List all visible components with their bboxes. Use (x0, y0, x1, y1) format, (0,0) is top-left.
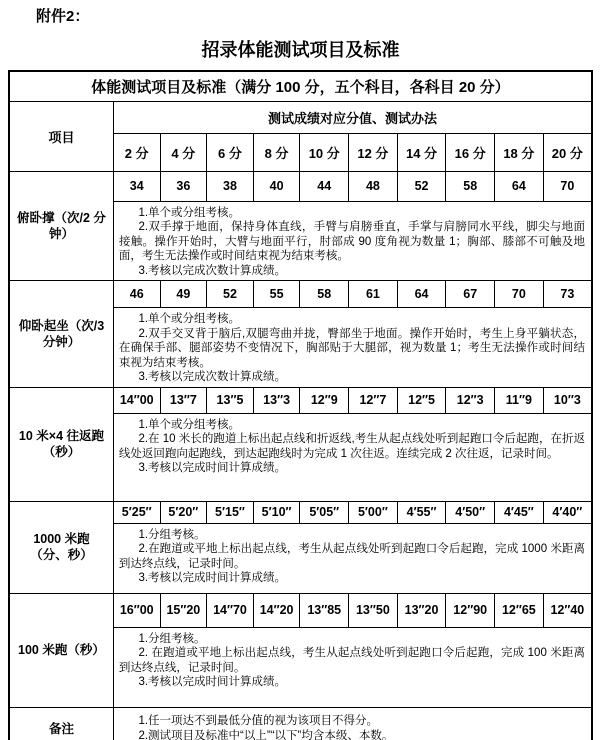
banner-row (9, 71, 592, 101)
method-step: 3.考核以完成次数计算成绩。 (138, 264, 287, 277)
score-value-cell: 13″3 (253, 387, 300, 413)
row-1000m-run-values (9, 501, 592, 523)
score-value-cell: 4′50″ (446, 501, 495, 523)
score-value-cell: 12″3 (446, 387, 495, 413)
method-step: 1.分组考核。 (138, 632, 206, 645)
score-value-cell: 12″65 (495, 593, 544, 627)
score-value-cell: 12″5 (397, 387, 446, 413)
method-shuttle-run (113, 413, 592, 501)
method-step: 1.单个或分组考核。 (138, 206, 241, 219)
score-value-cell: 14″20 (253, 593, 300, 627)
score-value-cell: 52 (397, 171, 446, 201)
score-value-cell: 5′10″ (253, 501, 300, 523)
score-value-cell: 5′00″ (349, 501, 398, 523)
method-step: 1.分组考核。 (138, 528, 206, 541)
row-remark (9, 707, 592, 740)
score-value-cell: 64 (495, 171, 544, 201)
row-label-remark: 备注 (9, 707, 113, 740)
row-100m-run-values (9, 593, 592, 627)
header-score-6: 6 分 (207, 133, 254, 171)
score-value-cell: 38 (207, 171, 254, 201)
header-score-20: 20 分 (543, 133, 592, 171)
page-title: 招录体能测试项目及标准 (201, 40, 400, 60)
score-value-cell: 70 (495, 281, 544, 308)
header-score-18: 18 分 (495, 133, 544, 171)
method-step: 3.考核以完成时间计算成绩。 (138, 676, 287, 688)
method-100m-run (113, 627, 592, 707)
score-value-cell: 13″85 (300, 593, 349, 627)
score-value-cell: 34 (113, 171, 160, 201)
score-value-cell: 4′40″ (543, 501, 592, 523)
score-value-cell: 4′45″ (495, 501, 544, 523)
score-value-cell: 70 (543, 171, 592, 201)
row-situps-values (9, 281, 592, 308)
header-score-10: 10 分 (300, 133, 349, 171)
score-value-cell: 12″9 (300, 387, 349, 413)
method-step: 3.考核以完成时间计算成绩。 (138, 572, 287, 584)
score-value-cell: 5′05″ (300, 501, 349, 523)
score-value-cell: 13″20 (397, 593, 446, 627)
score-value-cell: 55 (253, 281, 300, 308)
row-label-situps: 仰卧起坐（次/3 分钟） (9, 281, 113, 388)
method-step: 2.双手撑于地面，保持身体直线，手臂与肩膀垂直，手掌与肩膀同水平线，脚尖与地面接触。操作开始时，大臂与地面平行，肘部成 90 度角视为数量 1；胸部、膝部不可触及地面，考生无法操作或时间结束视为结束考核。 (118, 221, 585, 262)
score-value-cell: 46 (113, 281, 160, 308)
score-value-cell: 44 (300, 171, 349, 201)
score-value-cell: 64 (397, 281, 446, 308)
row-pushups-values (9, 171, 592, 201)
score-value-cell: 67 (446, 281, 495, 308)
score-value-cell: 12″90 (446, 593, 495, 627)
remark-line: 1.任一项达不到最低分值的视为该项目不得分。 (138, 715, 379, 728)
score-value-cell: 5′25″ (113, 501, 160, 523)
table-banner: 体能测试项目及标准（满分 100 分，五个科目，各科目 20 分） (9, 71, 592, 101)
method-1000m-run (113, 523, 592, 593)
score-value-cell: 16″00 (113, 593, 160, 627)
row-label-shuttle-run: 10 米×4 往返跑（秒） (9, 387, 113, 501)
method-step: 3.考核以完成时间计算成绩。 (138, 462, 287, 474)
score-value-cell: 48 (349, 171, 398, 201)
score-value-cell: 49 (160, 281, 207, 308)
header-score-8: 8 分 (253, 133, 300, 171)
score-value-cell: 12″40 (543, 593, 592, 627)
score-value-cell: 58 (446, 171, 495, 201)
method-step: 1.单个或分组考核。 (138, 418, 241, 431)
header-score-12: 12 分 (349, 133, 398, 171)
score-value-cell: 36 (160, 171, 207, 201)
score-value-cell: 5′20″ (160, 501, 207, 523)
score-value-cell: 12″7 (349, 387, 398, 413)
method-pushups (113, 201, 592, 281)
score-value-cell: 10″3 (543, 387, 592, 413)
header-score-14: 14 分 (397, 133, 446, 171)
attachment-label: 附件2： (36, 8, 90, 25)
score-value-cell: 14″70 (207, 593, 254, 627)
method-step: 2. 在跑道或平地上标出起点线，考生从起点线处听到起跑口令后起跑，完成 100 米距离到达终点线，记录时间。 (118, 647, 585, 674)
score-value-cell: 58 (300, 281, 349, 308)
header-score-16: 16 分 (446, 133, 495, 171)
method-step: 3.考核以完成次数计算成绩。 (138, 371, 287, 383)
fitness-standards-table (8, 70, 593, 740)
score-value-cell: 4′55″ (397, 501, 446, 523)
score-value-cell: 13″50 (349, 593, 398, 627)
method-situps (113, 308, 592, 388)
score-value-cell: 73 (543, 281, 592, 308)
score-value-cell: 14″00 (113, 387, 160, 413)
remark-line: 2.测试项目及标准中“以上”“以下”均含本级、本数。 (138, 729, 394, 740)
score-value-cell: 13″7 (160, 387, 207, 413)
method-step: 1.单个或分组考核。 (138, 313, 241, 325)
method-step: 2.双手交叉背于脑后,双腿弯曲并拢，臀部坐于地面。操作开始时，考生上身平躺状态，在确保手部、腿部姿势不变情况下，胸部贴于大腿部，视为数量 1；考生无法操作或时间结束视为结束考核。 (118, 327, 585, 369)
row-label-pushups: 俯卧撑（次/2 分钟） (9, 171, 113, 281)
score-value-cell: 52 (207, 281, 254, 308)
header-score-method: 测试成绩对应分值、测试办法 (113, 101, 592, 133)
score-value-cell: 40 (253, 171, 300, 201)
row-shuttle-run-values (9, 387, 592, 413)
row-label-1000m-run: 1000 米跑（分、秒） (9, 501, 113, 593)
score-value-cell: 15″20 (160, 593, 207, 627)
score-value-cell: 13″5 (207, 387, 254, 413)
row-label-100m-run: 100 米跑（秒） (9, 593, 113, 707)
header-item: 项目 (9, 101, 113, 171)
score-value-cell: 5′15″ (207, 501, 254, 523)
score-value-cell: 11″9 (495, 387, 544, 413)
header-score-4: 4 分 (160, 133, 207, 171)
remark-content (113, 707, 592, 740)
score-value-cell: 61 (349, 281, 398, 308)
method-step: 2.在 10 米长的跑道上标出起点线和折返线,考生从起点线处听到起跑口令后起跑，在折返线处返回跑向起跑线，到达起跑线时为完成 1 次往返。连续完成 2 次往返，记录时间。 (118, 433, 585, 460)
method-step: 2.在跑道或平地上标出起点线，考生从起点线处听到起跑口令后起跑，完成 1000 米距离到达终点线，记录时间。 (118, 543, 585, 570)
header-score-2: 2 分 (113, 133, 160, 171)
header-row-1 (9, 101, 592, 133)
